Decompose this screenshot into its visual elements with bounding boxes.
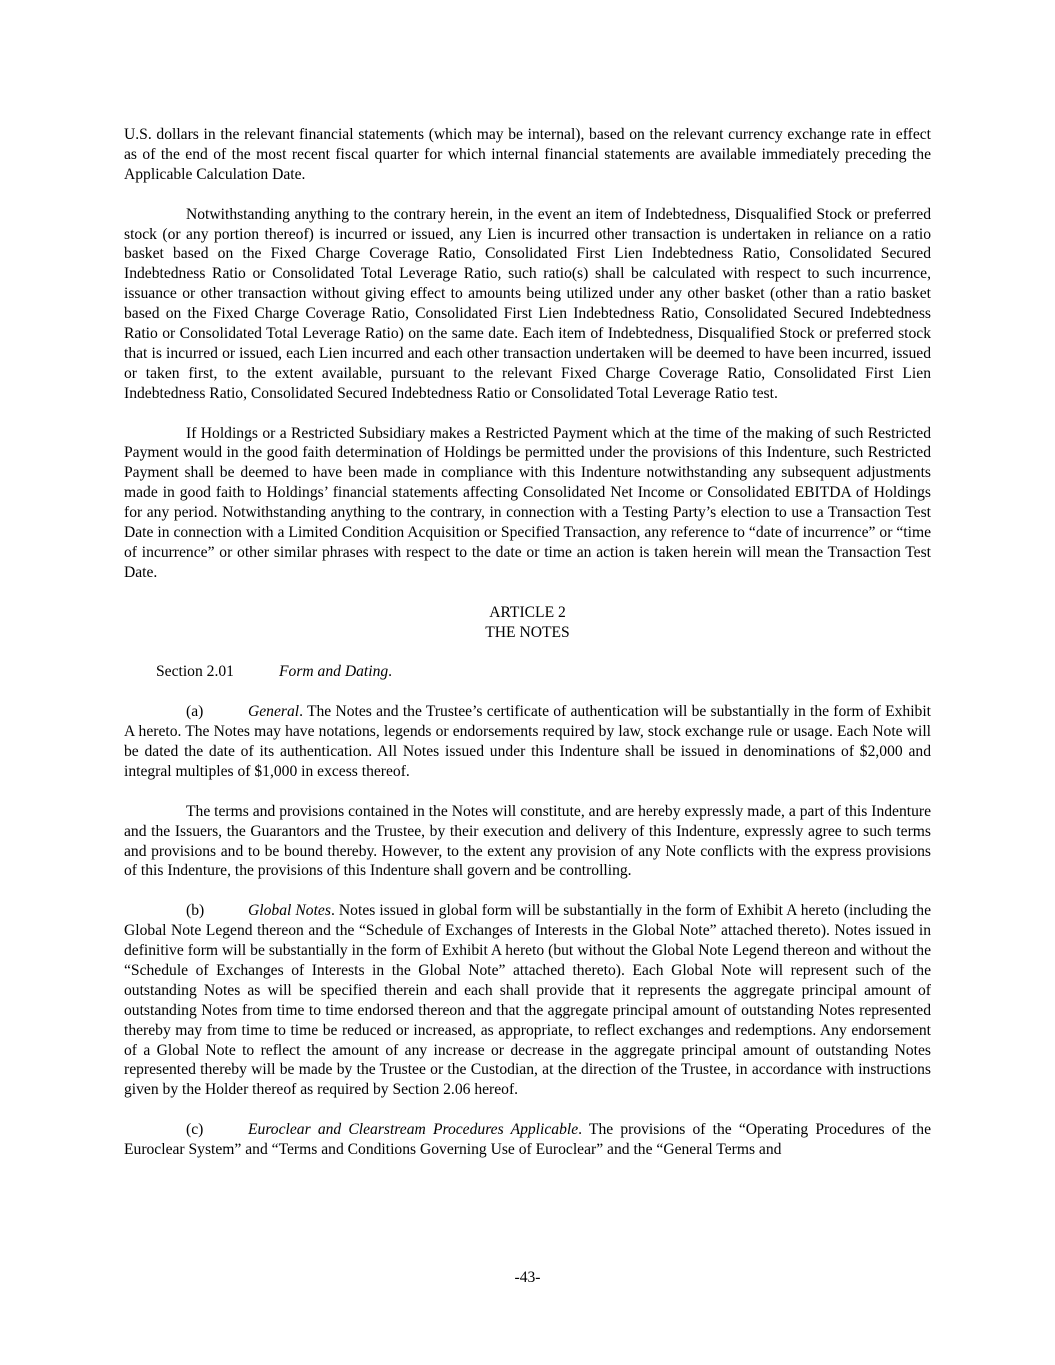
page-number: -43-: [514, 1269, 541, 1286]
paragraph-ratio-basket: Notwithstanding anything to the contrary herein, in the event an item of Indebtedness, Disqualified Stock or preferred stock (or any portion thereof) is incurred or issued, any Lien is incurred other transaction is undertaken in reliance on a ratio basket based on the Fixed Charge Coverage Ratio, Consolidated First Lien Indebtedness Ratio, Consolidated Secured Indebtedness Ratio or Consolidated Total Leverage Ratio, such ratio(s) shall be calculated with respect to such incurrence, issuance or other transaction without giving effect to amounts being utilized under any other basket (other than a ratio basket based on the Fixed Charge Coverage Ratio, Consolidated First Lien Indebtedness Ratio, Consolidated Secured Indebtedness Ratio or Consolidated Total Leverage Ratio) on the same date. Each item of Indebtedness, Disqualified Stock or preferred stock that is incurred or issued, each Lien incurred and each other transaction undertaken will be deemed to have been incurred, issued or taken first, to the extent available, pursuant to the relevant Fixed Charge Coverage Ratio, Consolidated First Lien Indebtedness Ratio, Consolidated Secured Indebtedness Ratio or Consolidated Total Leverage Ratio test.: [124, 205, 931, 402]
section-title: Form and Dating: [279, 663, 389, 681]
paragraph-currency-conversion: U.S. dollars in the relevant financial statements (which may be internal), based on the relevant currency exchange rate in effect as of the end of the most recent fiscal quarter for which internal financial statements are available immediately preceding the Applicable Calculation Date.: [124, 126, 931, 183]
section-heading: [124, 662, 931, 682]
item-a-label: (a): [186, 703, 204, 721]
paragraph-restricted-payment: If Holdings or a Restricted Subsidiary makes a Restricted Payment which at the time of the making of such Restricted Payment would in the good faith determination of Holdings be permitted under the provisions of this Indenture, such Restricted Payment shall be deemed to have been made in compliance with this Indenture notwithstanding any subsequent adjustments made in good faith to Holdings’ financial statements affecting Consolidated Net Income or Consolidated EBITDA of Holdings for any period. Notwithstanding anything to the contrary, in connection with a Testing Party’s election to use a Transaction Test Date in connection with a Limited Condition Acquisition or Specified Transaction, any reference to “date of incurrence” or “time of incurrence” or other similar phrases with respect to the date or time an action is taken herein will mean the Transaction Test Date.: [124, 424, 931, 581]
item-b-heading: Global Notes: [248, 902, 331, 920]
item-b-global-notes: [124, 901, 931, 1100]
item-c-text: . The provisions of the “Operating Procedures of the Euroclear System” and “Terms and Conditions Governing Use of Euroclear” and the “General Terms and: [124, 1121, 931, 1159]
item-b-text: . Notes issued in global form will be substantially in the form of Exhibit A hereto (including the Global Note Legend thereon and the “Schedule of Exchanges of Interests in the Global Note” attached thereto). Notes issued in definitive form will be substantially in the form of Exhibit A hereto (but without the Global Note Legend thereon and without the “Schedule of Exchanges of Interests in the Global Note” attached thereto). Each Global Note will represent such of the outstanding Notes as will be specified therein and each shall provide that it represents the aggregate principal amount of outstanding Notes from time to time endorsed thereon and that the aggregate principal amount of outstanding Notes represented thereby may from time to time be reduced or increased, as appropriate, to reflect exchanges and redemptions. Any endorsement of a Global Note to reflect the amount of any increase or decrease in the aggregate principal amount of outstanding Notes represented thereby will be made by the Trustee or the Custodian, at the direction of the Trustee, in accordance with instructions given by the Holder thereof as required by Section 2.06 hereof.: [124, 902, 931, 1099]
item-c-label: (c): [186, 1121, 204, 1139]
document-page: [124, 125, 931, 1160]
section-number: Section 2.01: [156, 663, 234, 681]
paragraph-terms-and-provisions: The terms and provisions contained in the Notes will constitute, and are hereby expressly made, a part of this Indenture and the Issuers, the Guarantors and the Trustee, by their execution and delivery of this Indenture, expressly agree to such terms and provisions and to be bound thereby. However, to the extent any provision of any Note conflicts with the express provisions of this Indenture, the provisions of this Indenture shall govern and be controlling.: [124, 802, 931, 880]
article-number: ARTICLE 2: [489, 603, 566, 621]
section-title-suffix: .: [388, 663, 393, 681]
item-c-heading: Euroclear and Clearstream Procedures Applicable: [248, 1121, 579, 1139]
item-b-label: (b): [186, 902, 205, 920]
item-c-euroclear: [124, 1120, 931, 1160]
item-a-text: . The Notes and the Trustee’s certificate of authentication will be substantially in the form of Exhibit A hereto. The Notes may have notations, legends or endorsements required by law, stock exchange rule or usage. Each Note will be dated the date of its authentication. All Notes issued under this Indenture shall be issued in denominations of $2,000 and integral multiples of $1,000 in excess thereof.: [124, 703, 931, 780]
article-title: THE NOTES: [485, 623, 570, 641]
item-a-general: [124, 702, 931, 782]
item-a-heading: General: [248, 703, 300, 721]
